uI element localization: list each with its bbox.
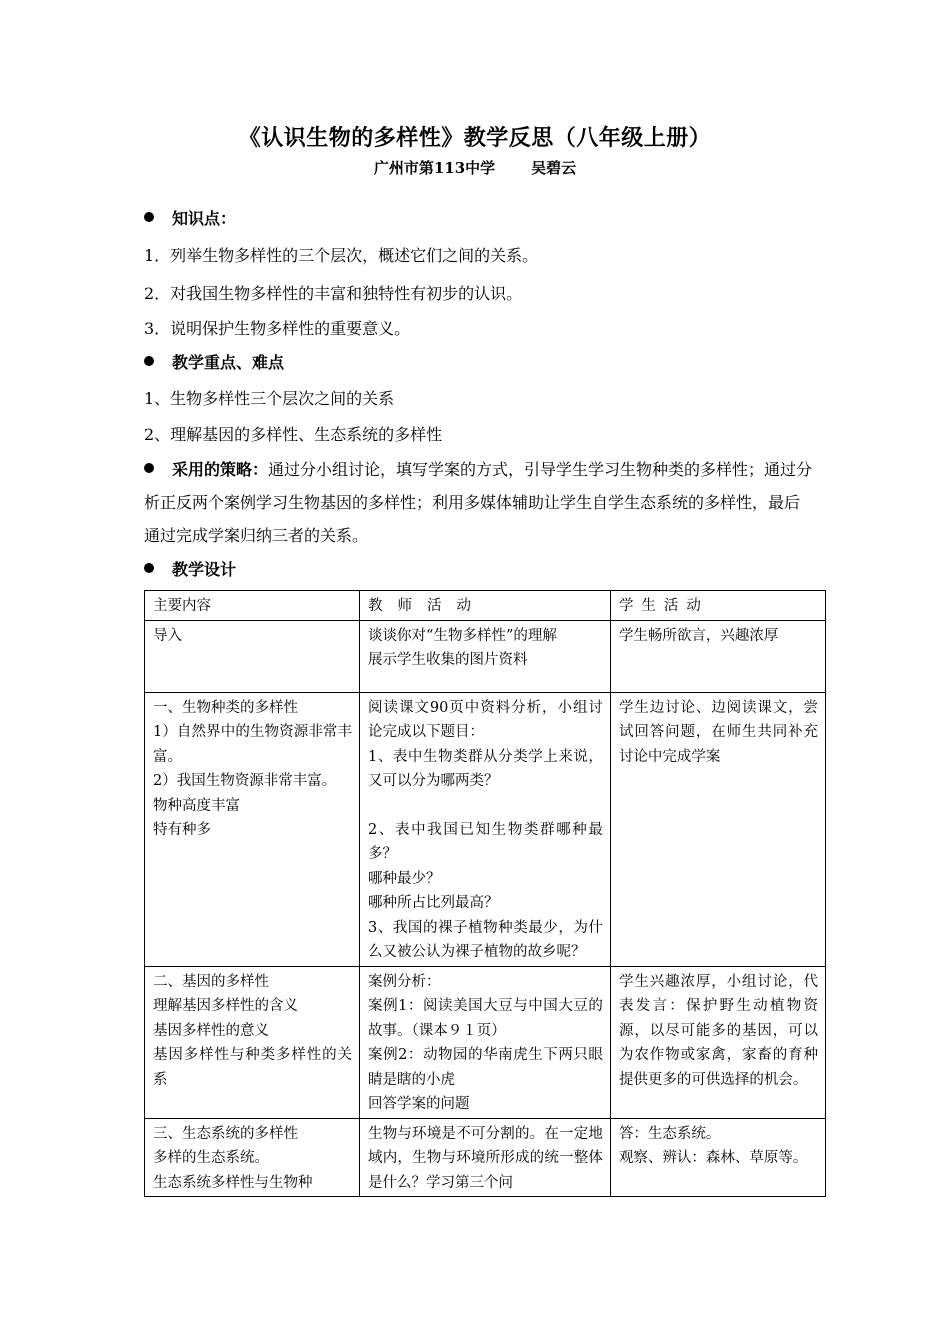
cell-line: 学生边讨论、边阅读课文，尝试回答问题，在师生共同补充讨论中完成学案 xyxy=(618,699,818,765)
student-cell xyxy=(610,692,825,966)
content-cell xyxy=(145,966,360,1118)
cell-line: 特有种多 xyxy=(153,822,211,838)
cell-line: 案例1：阅读美国大豆与中国大豆的故事。（课本９１页） xyxy=(368,998,603,1039)
key-point-item: 2、理解基因的多样性、生态系统的多样性 xyxy=(144,425,443,444)
table-row xyxy=(145,620,826,692)
school-name: 广州市第113中学 xyxy=(373,159,496,177)
document-byline xyxy=(0,157,950,178)
bullet-icon xyxy=(144,563,154,573)
cell-line: 生态系统多样性与生物种 xyxy=(153,1174,313,1191)
cell-line: 2、表中我国已知生物类群哪种最多？ xyxy=(368,821,603,862)
teacher-cell xyxy=(360,966,611,1118)
cell-line: 学生兴趣浓厚，小组讨论，代表发言：保护野生动植物资源，以尽可能多的基因，可以为农作物或家禽，家畜的育种提供更多的可供选择的机会。 xyxy=(618,973,818,1088)
content-cell xyxy=(145,692,360,966)
student-cell xyxy=(610,966,825,1118)
key-points-heading-line xyxy=(144,352,284,374)
table-header-row xyxy=(145,591,826,621)
cell-line: 1）自然界中的生物资源非常丰富。 xyxy=(153,724,353,765)
column-header: 教师活动 xyxy=(360,591,611,621)
cell-line: 二、基因的多样性 xyxy=(153,973,269,990)
student-cell xyxy=(610,620,825,692)
cell-line: 物种高度丰富 xyxy=(153,797,240,814)
strategy-heading: 采用的策略： xyxy=(172,460,269,479)
cell-line: 2）我国生物资源非常丰富。 xyxy=(153,773,337,789)
table-row xyxy=(145,692,826,966)
cell-line xyxy=(368,794,603,818)
cell-line: 案例分析： xyxy=(368,973,441,990)
cell-line: 回答学案的问题 xyxy=(368,1096,470,1112)
knowledge-heading: 知识点： xyxy=(172,209,237,228)
bullet-icon xyxy=(144,212,154,222)
author-name: 吴碧云 xyxy=(531,159,577,177)
cell-line: 1、表中生物类群从分类学上来说，又可以分为哪两类？ xyxy=(368,748,603,789)
knowledge-item: 2．对我国生物多样性的丰富和独特性有初步的认识。 xyxy=(144,284,523,303)
strategy-paragraph xyxy=(144,453,814,552)
cell-line: 哪种所占比列最高？ xyxy=(368,895,499,911)
cell-line: 案例2：动物园的华南虎生下两只眼睛是瞎的小虎 xyxy=(368,1047,603,1088)
cell-line: 三、生态系统的多样性 xyxy=(153,1125,298,1142)
bullet-icon xyxy=(144,463,154,473)
cell-line: 哪种最少？ xyxy=(368,870,441,887)
teaching-design-table xyxy=(144,590,826,1197)
cell-line: 谈谈你对“生物多样性”的理解 xyxy=(368,627,557,644)
bullet-icon xyxy=(144,356,154,366)
teacher-cell xyxy=(360,692,611,966)
design-heading-line xyxy=(144,559,236,581)
cell-line: 生物与环境是不可分割的。在一定地域内，生物与环境所形成的统一整体是什么？学习第三个问 xyxy=(368,1125,603,1191)
table-row xyxy=(145,966,826,1118)
teacher-cell xyxy=(360,620,611,692)
content-cell xyxy=(145,620,360,692)
cell-line: 基因多样性与种类多样性的关系 xyxy=(153,1047,353,1088)
cell-line: 基因多样性的意义 xyxy=(153,1022,269,1039)
column-header: 学生活动 xyxy=(610,591,825,621)
cell-line: 学生畅所欲言，兴趣浓厚 xyxy=(618,627,779,644)
knowledge-item: 3．说明保护生物多样性的重要意义。 xyxy=(144,319,411,338)
content-cell xyxy=(145,1118,360,1197)
design-heading: 教学设计 xyxy=(172,560,237,579)
table-row xyxy=(145,1118,826,1197)
cell-line: 展示学生收集的图片资料 xyxy=(368,652,528,668)
student-cell xyxy=(610,1118,825,1197)
cell-line: 一、生物种类的多样性 xyxy=(153,699,298,716)
cell-line: 理解基因多样性的含义 xyxy=(153,998,298,1014)
strategy-text: 通过分小组讨论，填写学案的方式，引导学生学习生物种类的多样性；通过分析正反两个案例学习生物基因的多样性；利用多媒体辅助让学生自学生态系统的多样性，最后通过完成学案归纳三者的关系。 xyxy=(144,460,813,545)
cell-line: 阅读课文90页中资料分析，小组讨论完成以下题目： xyxy=(368,699,603,740)
document-title: 《认识生物的多样性》教学反思（八年级上册） xyxy=(238,125,712,151)
teacher-cell xyxy=(360,1118,611,1197)
knowledge-heading-line xyxy=(144,208,236,230)
cell-line: 3、我国的裸子植物种类最少，为什么又被公认为裸子植物的故乡呢？ xyxy=(368,919,603,960)
knowledge-item: 1．列举生物多样性的三个层次，概述它们之间的关系。 xyxy=(144,246,539,265)
key-points-heading: 教学重点、难点 xyxy=(172,353,285,372)
key-point-item: 1、生物多样性三个层次之间的关系 xyxy=(144,389,395,408)
cell-line: 答：生态系统。 xyxy=(618,1125,721,1142)
cell-line: 多样的生态系统。 xyxy=(153,1150,269,1166)
column-header: 主要内容 xyxy=(145,591,360,621)
cell-line: 导入 xyxy=(153,627,182,644)
cell-line: 观察、辨认：森林、草原等。 xyxy=(618,1150,808,1166)
